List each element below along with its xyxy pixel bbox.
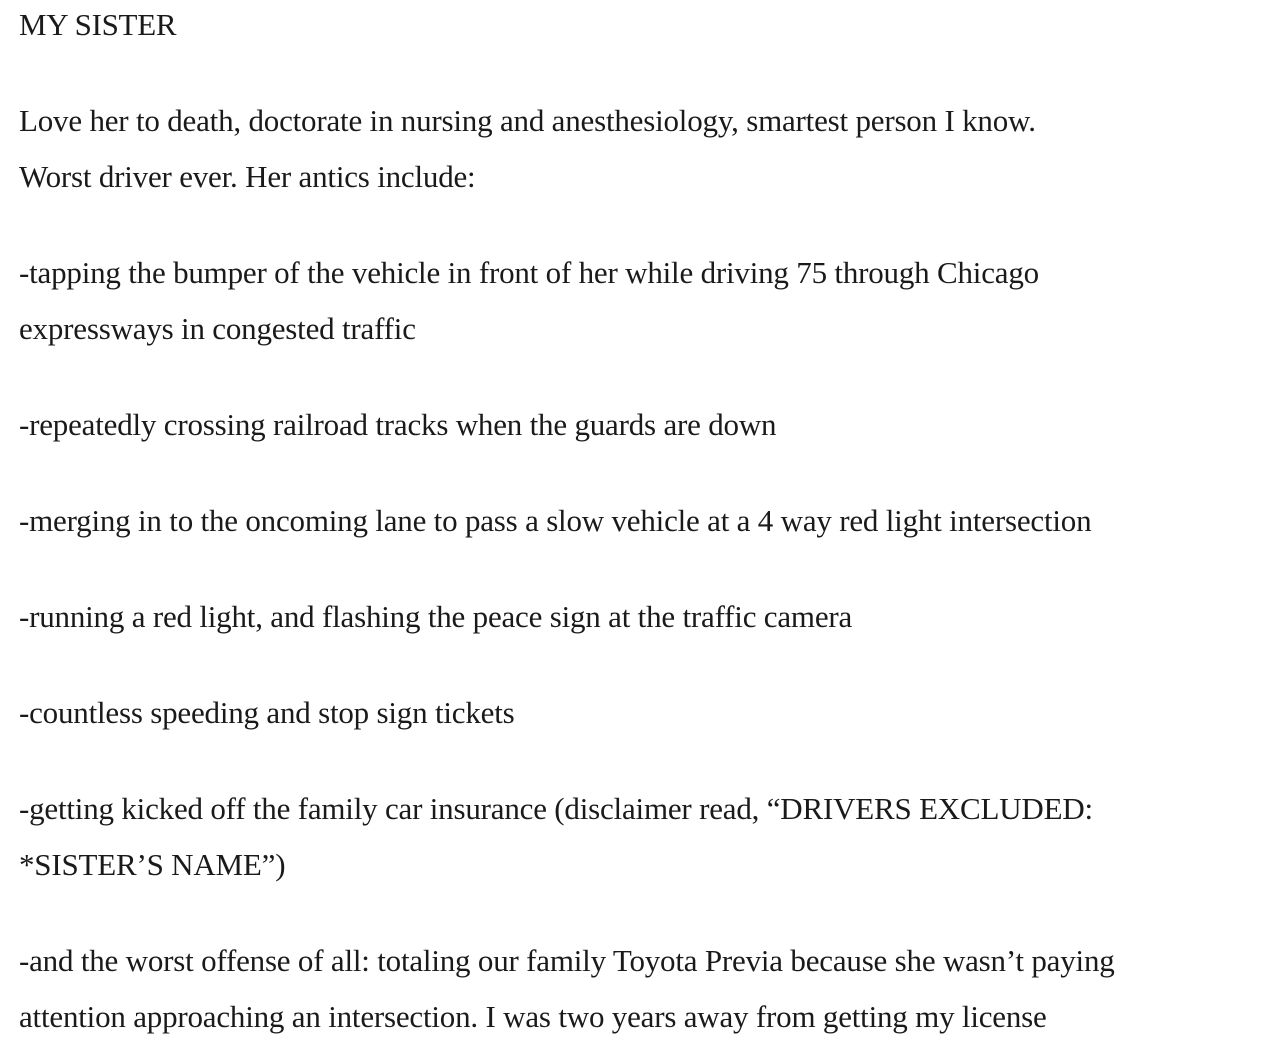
paragraph-line: Worst driver ever. Her antics include: (19, 159, 476, 194)
paragraph-line: -running a red light, and flashing the peace sign at the traffic camera (19, 599, 853, 634)
antic-item-totaling (19, 933, 1281, 1045)
antic-item-bumper (19, 245, 1281, 357)
antic-item-merging (19, 493, 1281, 549)
paragraph-line: *SISTER’S NAME”) (19, 847, 286, 882)
paragraph-line: -getting kicked off the family car insurance (disclaimer read, “DRIVERS EXCLUDED: (19, 791, 1093, 826)
antic-item-insurance (19, 781, 1281, 893)
antic-item-tickets (19, 685, 1281, 741)
intro-paragraph (19, 93, 1281, 205)
document-title: MY SISTER (19, 7, 177, 42)
paragraph-line: Love her to death, doctorate in nursing and anesthesiology, smartest person I know. (19, 103, 1036, 138)
antic-item-red-light (19, 589, 1281, 645)
antic-item-railroad (19, 397, 1281, 453)
paragraph-line: -merging in to the oncoming lane to pass a slow vehicle at a 4 way red light intersection (19, 503, 1092, 538)
paragraph-line: -repeatedly crossing railroad tracks when the guards are down (19, 407, 777, 442)
paragraph-line: attention approaching an intersection. I was two years away from getting my license (19, 999, 1047, 1034)
document-page (19, 0, 1281, 1045)
paragraph-line: -and the worst offense of all: totaling our family Toyota Previa because she wasn’t paying (19, 943, 1115, 978)
paragraph-line: -countless speeding and stop sign tickets (19, 695, 515, 730)
paragraph-line: expressways in congested traffic (19, 311, 416, 346)
paragraph-line: -tapping the bumper of the vehicle in front of her while driving 75 through Chicago (19, 255, 1039, 290)
